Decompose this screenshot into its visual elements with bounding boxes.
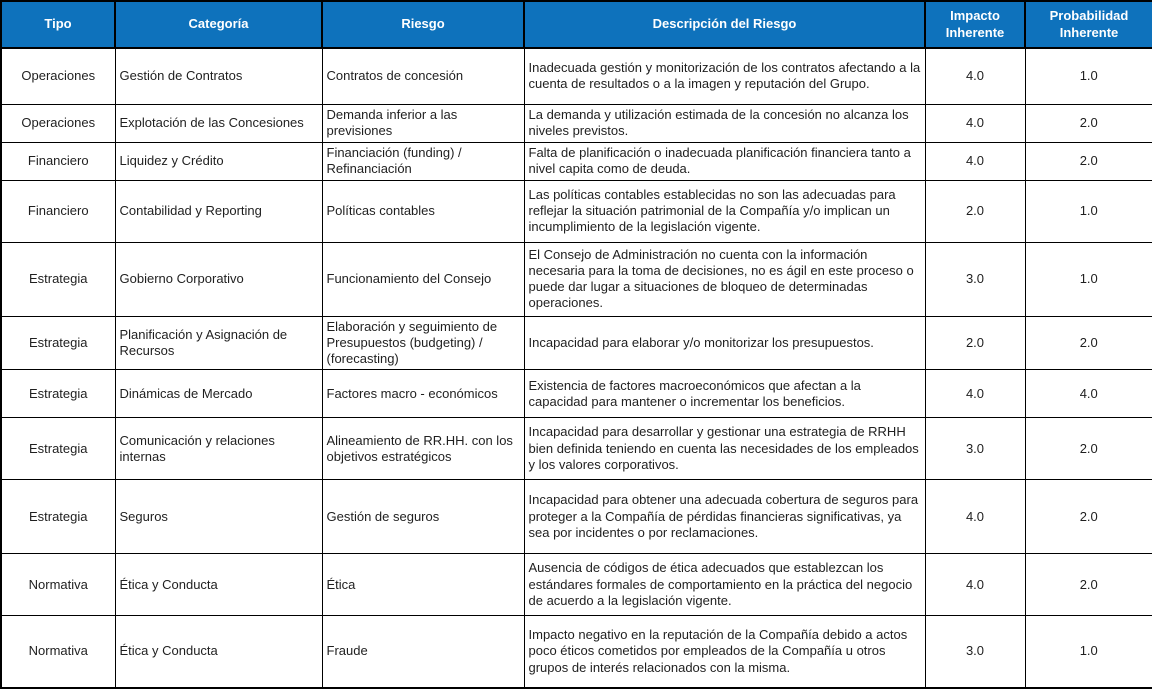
cell-riesgo: Elaboración y seguimiento de Presupuestos (budgeting) / (forecasting) [322, 316, 524, 370]
cell-categoria: Contabilidad y Reporting [115, 180, 322, 242]
cell-probabilidad: 2.0 [1025, 142, 1152, 180]
cell-descripcion: El Consejo de Administración no cuenta con la información necesaria para la toma de decisiones, no es ágil en este proceso o puede dar lugar a situaciones de bloqueo de determinadas operaciones. [524, 242, 925, 316]
cell-descripcion: Inadecuada gestión y monitorización de los contratos afectando a la cuenta de resultados o a la imagen y reputación del Grupo. [524, 48, 925, 104]
cell-tipo: Estrategia [1, 316, 115, 370]
cell-categoria: Planificación y Asignación de Recursos [115, 316, 322, 370]
cell-tipo: Operaciones [1, 104, 115, 142]
cell-impacto: 2.0 [925, 180, 1025, 242]
cell-impacto: 4.0 [925, 370, 1025, 418]
cell-tipo: Estrategia [1, 418, 115, 480]
column-header-riesgo: Riesgo [322, 1, 524, 48]
cell-riesgo: Gestión de seguros [322, 480, 524, 554]
header-row [1, 1, 1152, 48]
cell-descripcion: Incapacidad para desarrollar y gestionar una estrategia de RRHH bien definida teniendo en cuenta las necesidades de los empleados y los valores corporativos. [524, 418, 925, 480]
cell-impacto: 4.0 [925, 142, 1025, 180]
cell-probabilidad: 1.0 [1025, 180, 1152, 242]
cell-tipo: Financiero [1, 142, 115, 180]
table-row [1, 142, 1152, 180]
cell-riesgo: Factores macro - económicos [322, 370, 524, 418]
cell-riesgo: Alineamiento de RR.HH. con los objetivos estratégicos [322, 418, 524, 480]
cell-tipo: Estrategia [1, 242, 115, 316]
table-row [1, 180, 1152, 242]
table-row [1, 480, 1152, 554]
cell-impacto: 2.0 [925, 316, 1025, 370]
cell-riesgo: Financiación (funding) / Refinanciación [322, 142, 524, 180]
cell-categoria: Dinámicas de Mercado [115, 370, 322, 418]
cell-impacto: 4.0 [925, 104, 1025, 142]
cell-probabilidad: 1.0 [1025, 242, 1152, 316]
table-row [1, 242, 1152, 316]
cell-categoria: Comunicación y relaciones internas [115, 418, 322, 480]
cell-riesgo: Contratos de concesión [322, 48, 524, 104]
cell-impacto: 4.0 [925, 48, 1025, 104]
column-header-categoria: Categoría [115, 1, 322, 48]
cell-categoria: Liquidez y Crédito [115, 142, 322, 180]
cell-probabilidad: 2.0 [1025, 554, 1152, 616]
cell-riesgo: Políticas contables [322, 180, 524, 242]
cell-descripcion: Las políticas contables establecidas no son las adecuadas para reflejar la situación patrimonial de la Compañía y/o implican un incumplimiento de la legislación vigente. [524, 180, 925, 242]
column-header-tipo: Tipo [1, 1, 115, 48]
table-row [1, 48, 1152, 104]
cell-categoria: Ética y Conducta [115, 554, 322, 616]
table-row [1, 370, 1152, 418]
table-row [1, 554, 1152, 616]
cell-probabilidad: 2.0 [1025, 480, 1152, 554]
cell-descripcion: Existencia de factores macroeconómicos que afectan a la capacidad para mantener o incrementar los beneficios. [524, 370, 925, 418]
cell-impacto: 3.0 [925, 616, 1025, 688]
table-row [1, 104, 1152, 142]
table-row [1, 616, 1152, 688]
cell-categoria: Ética y Conducta [115, 616, 322, 688]
cell-categoria: Seguros [115, 480, 322, 554]
cell-probabilidad: 2.0 [1025, 316, 1152, 370]
table-row [1, 418, 1152, 480]
cell-impacto: 3.0 [925, 418, 1025, 480]
cell-impacto: 3.0 [925, 242, 1025, 316]
cell-riesgo: Fraude [322, 616, 524, 688]
cell-riesgo: Demanda inferior a las previsiones [322, 104, 524, 142]
cell-descripcion: Incapacidad para elaborar y/o monitorizar los presupuestos. [524, 316, 925, 370]
column-header-descripcion: Descripción del Riesgo [524, 1, 925, 48]
cell-categoria: Explotación de las Concesiones [115, 104, 322, 142]
cell-probabilidad: 2.0 [1025, 104, 1152, 142]
cell-descripcion: La demanda y utilización estimada de la concesión no alcanza los niveles previstos. [524, 104, 925, 142]
cell-descripcion: Incapacidad para obtener una adecuada cobertura de seguros para proteger a la Compañía de pérdidas financieras significativas, ya sea por incidentes o por reclamaciones. [524, 480, 925, 554]
cell-riesgo: Ética [322, 554, 524, 616]
cell-impacto: 4.0 [925, 480, 1025, 554]
cell-tipo: Normativa [1, 616, 115, 688]
cell-probabilidad: 4.0 [1025, 370, 1152, 418]
column-header-impacto-inherente: Impacto Inherente [925, 1, 1025, 48]
cell-tipo: Operaciones [1, 48, 115, 104]
cell-probabilidad: 2.0 [1025, 418, 1152, 480]
cell-probabilidad: 1.0 [1025, 48, 1152, 104]
cell-categoria: Gobierno Corporativo [115, 242, 322, 316]
cell-tipo: Estrategia [1, 370, 115, 418]
cell-riesgo: Funcionamiento del Consejo [322, 242, 524, 316]
cell-tipo: Estrategia [1, 480, 115, 554]
cell-tipo: Financiero [1, 180, 115, 242]
cell-tipo: Normativa [1, 554, 115, 616]
cell-categoria: Gestión de Contratos [115, 48, 322, 104]
table-row [1, 316, 1152, 370]
cell-impacto: 4.0 [925, 554, 1025, 616]
cell-descripcion: Falta de planificación o inadecuada planificación financiera tanto a nivel capita como de deuda. [524, 142, 925, 180]
cell-descripcion: Ausencia de códigos de ética adecuados que establezcan los estándares formales de comportamiento en la práctica del negocio de acuerdo a la legislación vigente. [524, 554, 925, 616]
cell-probabilidad: 1.0 [1025, 616, 1152, 688]
cell-descripcion: Impacto negativo en la reputación de la Compañía debido a actos poco éticos cometidos por empleados de la Compañía u otros grupos de interés relacionados con la misma. [524, 616, 925, 688]
column-header-probabilidad-inherente: Probabilidad Inherente [1025, 1, 1152, 48]
